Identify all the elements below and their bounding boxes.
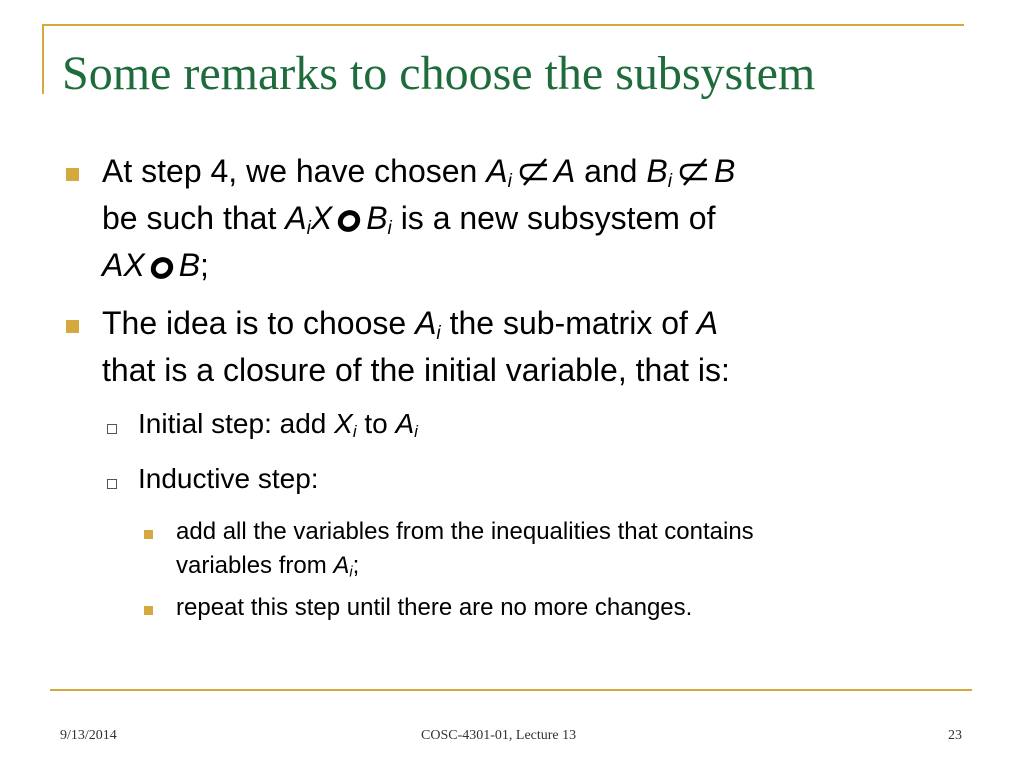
sub-sub-bullet-add-variables: add all the variables from the inequalities that contains variables from $A_i$; (60, 515, 970, 583)
bullet-square-icon (66, 320, 79, 333)
subset-of-icon (676, 157, 710, 187)
bullet-square-icon (144, 606, 153, 615)
footer-date: 9/13/2014 (60, 728, 117, 743)
sub-bullet-initial-step: Initial step: add $X_i$ to $A_i$ (60, 405, 970, 443)
footer-page-number: 23 (948, 728, 962, 743)
bullet-choose-submatrix: The idea is to choose $A_i$ the sub-matrix of A that is a closure of the initial variable, that is: (60, 300, 970, 394)
subset-of-icon (516, 157, 550, 187)
sub-sub-bullet-repeat: repeat this step until there are no more changes. (60, 591, 970, 625)
slide-content (60, 148, 970, 633)
bullet-square-icon (66, 168, 79, 181)
sub-bullet-inductive-step: Inductive step: (60, 460, 970, 498)
bottom-border-line (50, 689, 972, 691)
bullet-step4-subsystem: At step 4, we have chosen $A_i$ A and $B_i$ B be such that $A_iX$ $B_i$ is a new subsystem of AX B; (60, 148, 970, 289)
left-border-line (42, 24, 44, 94)
circle-operator-icon (149, 255, 175, 281)
circle-operator-icon (336, 208, 362, 234)
footer-course: COSC-4301-01, Lecture 13 (421, 728, 577, 743)
top-border-line (42, 24, 964, 26)
slide-title: Some remarks to choose the subsystem (62, 47, 816, 100)
bullet-square-icon (144, 530, 153, 539)
hollow-square-bullet-icon (107, 424, 117, 434)
hollow-square-bullet-icon (107, 479, 117, 489)
